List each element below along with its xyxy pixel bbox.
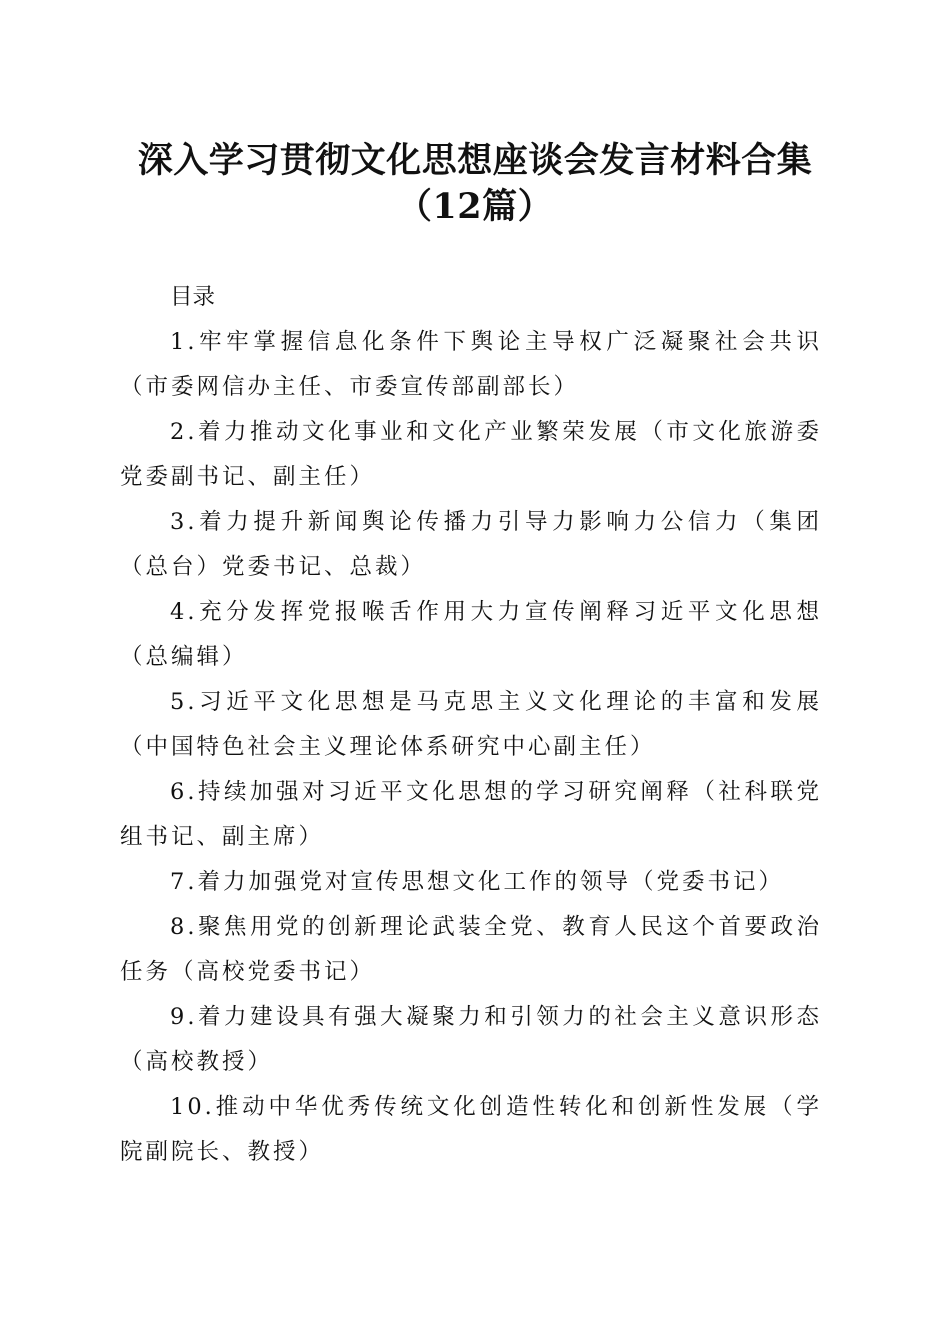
toc-item-4: 4.充分发挥党报喉舌作用大力宣传阐释习近平文化思想（总编辑）: [120, 599, 822, 670]
toc-item-1: 1.牢牢掌握信息化条件下舆论主导权广泛凝聚社会共识（市委网信办主任、市委宣传部副部长）: [120, 329, 822, 400]
toc-item-5: 5.习近平文化思想是马克思主义文化理论的丰富和发展（中国特色社会主义理论体系研究中心副主任）: [120, 689, 822, 760]
toc-heading: 目录: [170, 284, 216, 310]
toc-item-8: 8.聚焦用党的创新理论武装全党、教育人民这个首要政治任务（高校党委书记）: [120, 914, 822, 985]
toc-item-10: 10.推动中华优秀传统文化创造性转化和创新性发展（学院副院长、教授）: [120, 1094, 822, 1165]
toc-item-6: 6.持续加强对习近平文化思想的学习研究阐释（社科联党组书记、副主席）: [120, 779, 822, 850]
table-of-contents: [120, 275, 822, 1175]
toc-item-3: 3.着力提升新闻舆论传播力引导力影响力公信力（集团（总台）党委书记、总裁）: [120, 509, 822, 580]
document-title-count: （12篇）: [396, 186, 554, 227]
toc-item-9: 9.着力建设具有强大凝聚力和引领力的社会主义意识形态（高校教授）: [120, 1004, 822, 1075]
document-title: 深入学习贯彻文化思想座谈会发言材料合集: [137, 140, 813, 181]
toc-item-7: 7.着力加强党对宣传思想文化工作的领导（党委书记）: [170, 869, 784, 895]
toc-item-2: 2.着力推动文化事业和文化产业繁荣发展（市文化旅游委党委副书记、副主任）: [120, 419, 822, 490]
